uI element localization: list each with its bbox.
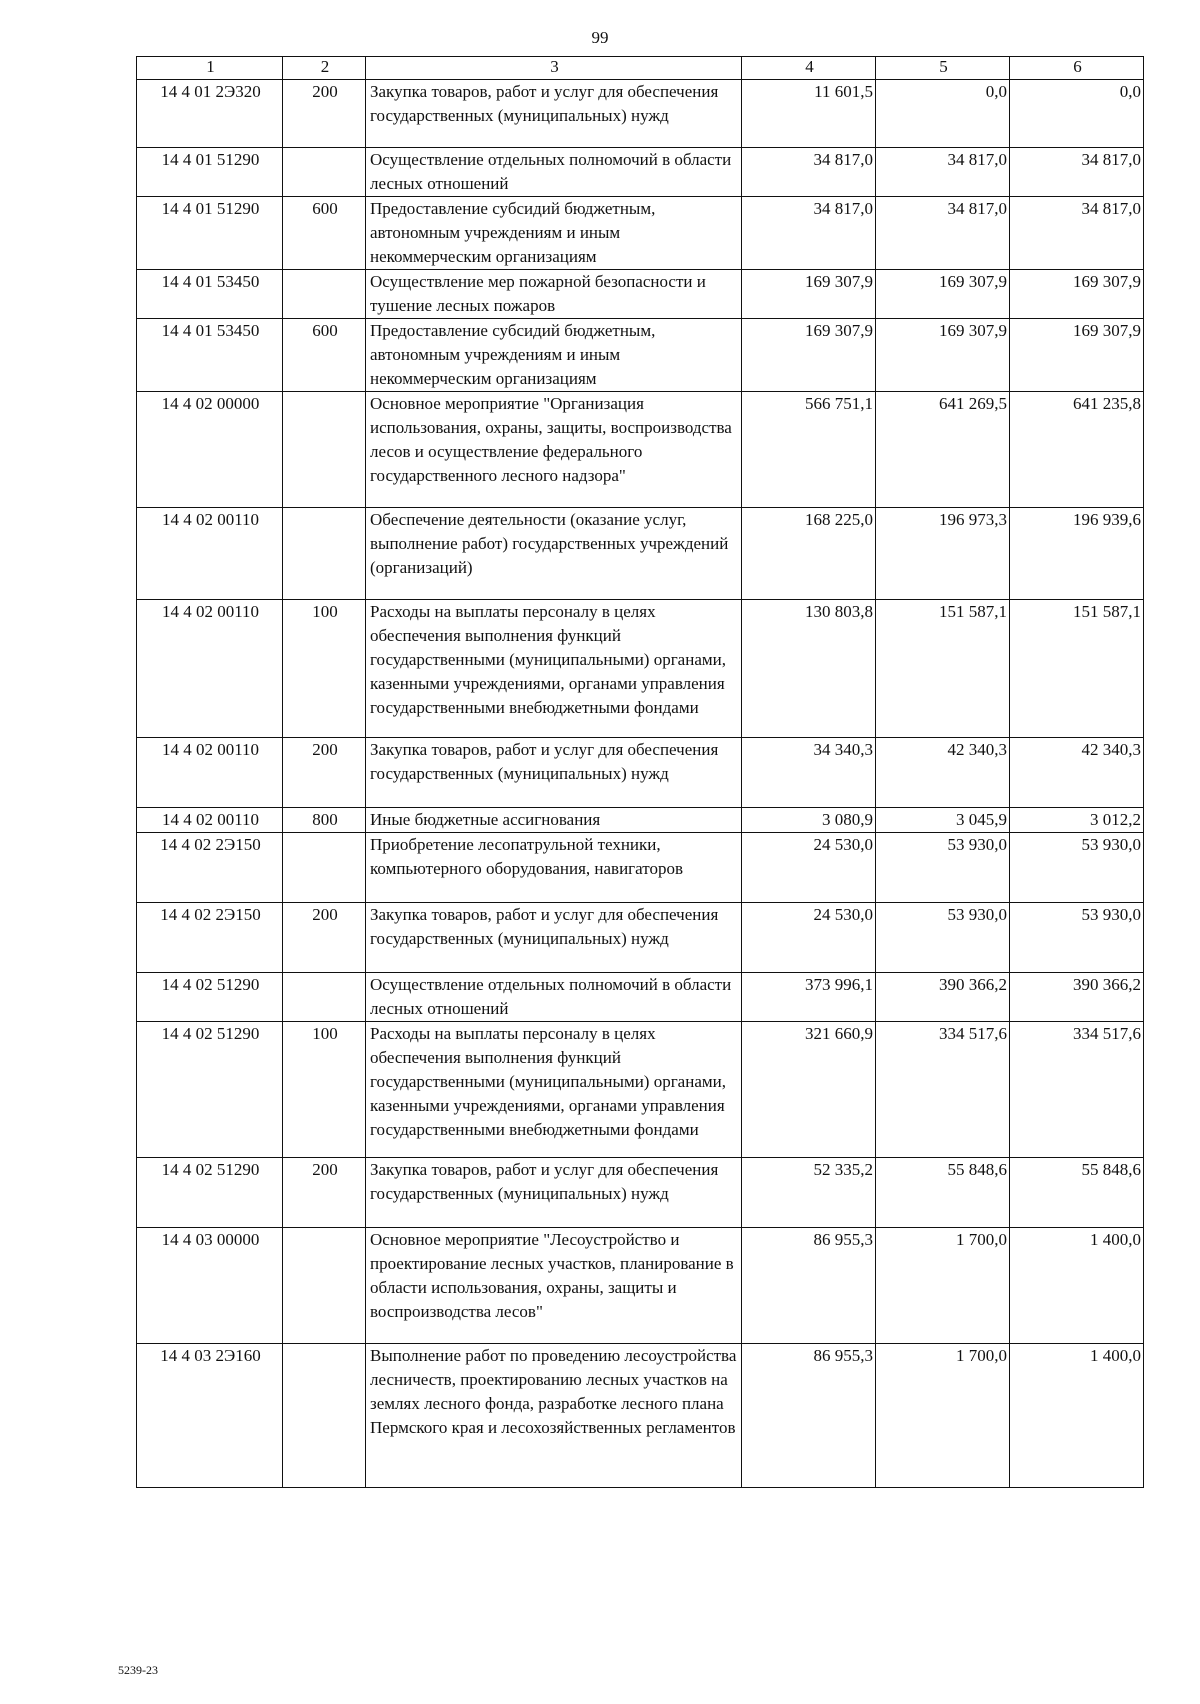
value-col5: 3 045,9: [876, 808, 1010, 833]
expense-type: 200: [283, 1158, 366, 1228]
column-header: 4: [742, 57, 876, 80]
budget-code: 14 4 01 2Э320: [137, 80, 283, 148]
table-row: [137, 508, 1144, 600]
expense-type: 200: [283, 738, 366, 808]
budget-code: 14 4 01 53450: [137, 319, 283, 392]
budget-code: 14 4 02 00110: [137, 808, 283, 833]
value-col5: 55 848,6: [876, 1158, 1010, 1228]
column-header: 1: [137, 57, 283, 80]
value-col6: 390 366,2: [1010, 973, 1144, 1022]
table-row: [137, 197, 1144, 270]
table-row: [137, 1344, 1144, 1488]
expense-type: [283, 392, 366, 508]
description: Основное мероприятие "Лесоустройство и проектирование лесных участков, планирование в области использования, охраны, защиты и воспроизводства лесов": [366, 1228, 742, 1344]
value-col5: 34 817,0: [876, 148, 1010, 197]
expense-type: [283, 270, 366, 319]
value-col6: 53 930,0: [1010, 833, 1144, 903]
value-col6: 34 817,0: [1010, 148, 1144, 197]
expense-type: 100: [283, 600, 366, 738]
description: Осуществление мер пожарной безопасности и тушение лесных пожаров: [366, 270, 742, 319]
budget-code: 14 4 02 00000: [137, 392, 283, 508]
table-row: [137, 833, 1144, 903]
description: Иные бюджетные ассигнования: [366, 808, 742, 833]
expense-type: 800: [283, 808, 366, 833]
value-col6: 3 012,2: [1010, 808, 1144, 833]
table-row: [137, 80, 1144, 148]
value-col6: 169 307,9: [1010, 270, 1144, 319]
expense-type: 200: [283, 80, 366, 148]
expense-type: 600: [283, 197, 366, 270]
column-header: 2: [283, 57, 366, 80]
budget-code: 14 4 03 00000: [137, 1228, 283, 1344]
value-col6: 1 400,0: [1010, 1228, 1144, 1344]
table-row: [137, 600, 1144, 738]
value-col4: 168 225,0: [742, 508, 876, 600]
value-col4: 34 817,0: [742, 197, 876, 270]
expense-type: 200: [283, 903, 366, 973]
table-header: [137, 57, 1144, 80]
table-row: [137, 973, 1144, 1022]
expense-type: [283, 148, 366, 197]
value-col5: 151 587,1: [876, 600, 1010, 738]
description: Закупка товаров, работ и услуг для обеспечения государственных (муниципальных) нужд: [366, 1158, 742, 1228]
expense-type: 100: [283, 1022, 366, 1158]
table-row: [137, 808, 1144, 833]
value-col4: 373 996,1: [742, 973, 876, 1022]
value-col6: 196 939,6: [1010, 508, 1144, 600]
table-row: [137, 1022, 1144, 1158]
budget-code: 14 4 03 2Э160: [137, 1344, 283, 1488]
budget-code: 14 4 02 51290: [137, 973, 283, 1022]
value-col4: 34 340,3: [742, 738, 876, 808]
description: Осуществление отдельных полномочий в области лесных отношений: [366, 148, 742, 197]
description: Предоставление субсидий бюджетным, автономным учреждениям и иным некоммерческим организациям: [366, 319, 742, 392]
value-col5: 334 517,6: [876, 1022, 1010, 1158]
value-col6: 1 400,0: [1010, 1344, 1144, 1488]
value-col5: 53 930,0: [876, 903, 1010, 973]
value-col5: 169 307,9: [876, 270, 1010, 319]
value-col5: 390 366,2: [876, 973, 1010, 1022]
value-col5: 169 307,9: [876, 319, 1010, 392]
value-col4: 34 817,0: [742, 148, 876, 197]
description: Обеспечение деятельности (оказание услуг, выполнение работ) государственных учреждений (организаций): [366, 508, 742, 600]
description: Основное мероприятие "Организация использования, охраны, защиты, воспроизводства лесов и осуществление федерального государственного лесного надзора": [366, 392, 742, 508]
value-col6: 42 340,3: [1010, 738, 1144, 808]
column-header: 5: [876, 57, 1010, 80]
budget-code: 14 4 01 51290: [137, 148, 283, 197]
header-row: [137, 57, 1144, 80]
description: Закупка товаров, работ и услуг для обеспечения государственных (муниципальных) нужд: [366, 80, 742, 148]
value-col6: 169 307,9: [1010, 319, 1144, 392]
budget-table: [136, 56, 1144, 1488]
description: Выполнение работ по проведению лесоустройства лесничеств, проектированию лесных участков на землях лесного фонда, разработке лесного плана Пермского края и лесохозяйственных регламентов: [366, 1344, 742, 1488]
value-col5: 641 269,5: [876, 392, 1010, 508]
value-col6: 34 817,0: [1010, 197, 1144, 270]
budget-code: 14 4 02 2Э150: [137, 903, 283, 973]
description: Расходы на выплаты персоналу в целях обеспечения выполнения функций государственными (муниципальными) органами, казенными учреждениями, органами управления государственными внебюджетными фондами: [366, 600, 742, 738]
footer-code: 5239-23: [118, 1663, 158, 1677]
value-col4: 86 955,3: [742, 1344, 876, 1488]
expense-type: 600: [283, 319, 366, 392]
value-col4: 86 955,3: [742, 1228, 876, 1344]
value-col6: 55 848,6: [1010, 1158, 1144, 1228]
value-col4: 566 751,1: [742, 392, 876, 508]
budget-code: 14 4 02 00110: [137, 508, 283, 600]
expense-type: [283, 973, 366, 1022]
description: Приобретение лесопатрульной техники, компьютерного оборудования, навигаторов: [366, 833, 742, 903]
description: Предоставление субсидий бюджетным, автономным учреждениям и иным некоммерческим организациям: [366, 197, 742, 270]
column-header: 3: [366, 57, 742, 80]
value-col5: 196 973,3: [876, 508, 1010, 600]
budget-code: 14 4 02 00110: [137, 738, 283, 808]
value-col5: 53 930,0: [876, 833, 1010, 903]
budget-code: 14 4 02 51290: [137, 1158, 283, 1228]
table-body: [137, 80, 1144, 1488]
table-row: [137, 319, 1144, 392]
value-col5: 0,0: [876, 80, 1010, 148]
value-col6: 641 235,8: [1010, 392, 1144, 508]
table-row: [137, 270, 1144, 319]
expense-type: [283, 508, 366, 600]
value-col5: 1 700,0: [876, 1344, 1010, 1488]
expense-type: [283, 1344, 366, 1488]
value-col4: 52 335,2: [742, 1158, 876, 1228]
table-row: [137, 903, 1144, 973]
table-row: [137, 1158, 1144, 1228]
description: Закупка товаров, работ и услуг для обеспечения государственных (муниципальных) нужд: [366, 903, 742, 973]
table-row: [137, 738, 1144, 808]
budget-code: 14 4 02 2Э150: [137, 833, 283, 903]
table-row: [137, 148, 1144, 197]
value-col5: 42 340,3: [876, 738, 1010, 808]
value-col6: 0,0: [1010, 80, 1144, 148]
value-col5: 1 700,0: [876, 1228, 1010, 1344]
budget-code: 14 4 02 51290: [137, 1022, 283, 1158]
value-col4: 130 803,8: [742, 600, 876, 738]
value-col4: 3 080,9: [742, 808, 876, 833]
budget-code: 14 4 01 53450: [137, 270, 283, 319]
value-col5: 34 817,0: [876, 197, 1010, 270]
table-row: [137, 392, 1144, 508]
value-col4: 169 307,9: [742, 270, 876, 319]
description: Расходы на выплаты персоналу в целях обеспечения выполнения функций государственными (муниципальными) органами, казенными учреждениями, органами управления государственными внебюджетными фондами: [366, 1022, 742, 1158]
value-col4: 321 660,9: [742, 1022, 876, 1158]
column-header: 6: [1010, 57, 1144, 80]
description: Закупка товаров, работ и услуг для обеспечения государственных (муниципальных) нужд: [366, 738, 742, 808]
value-col6: 53 930,0: [1010, 903, 1144, 973]
budget-code: 14 4 01 51290: [137, 197, 283, 270]
value-col6: 334 517,6: [1010, 1022, 1144, 1158]
expense-type: [283, 1228, 366, 1344]
value-col4: 11 601,5: [742, 80, 876, 148]
expense-type: [283, 833, 366, 903]
value-col6: 151 587,1: [1010, 600, 1144, 738]
value-col4: 24 530,0: [742, 833, 876, 903]
value-col4: 24 530,0: [742, 903, 876, 973]
value-col4: 169 307,9: [742, 319, 876, 392]
page-number: 99: [591, 28, 609, 47]
description: Осуществление отдельных полномочий в области лесных отношений: [366, 973, 742, 1022]
table-row: [137, 1228, 1144, 1344]
budget-code: 14 4 02 00110: [137, 600, 283, 738]
